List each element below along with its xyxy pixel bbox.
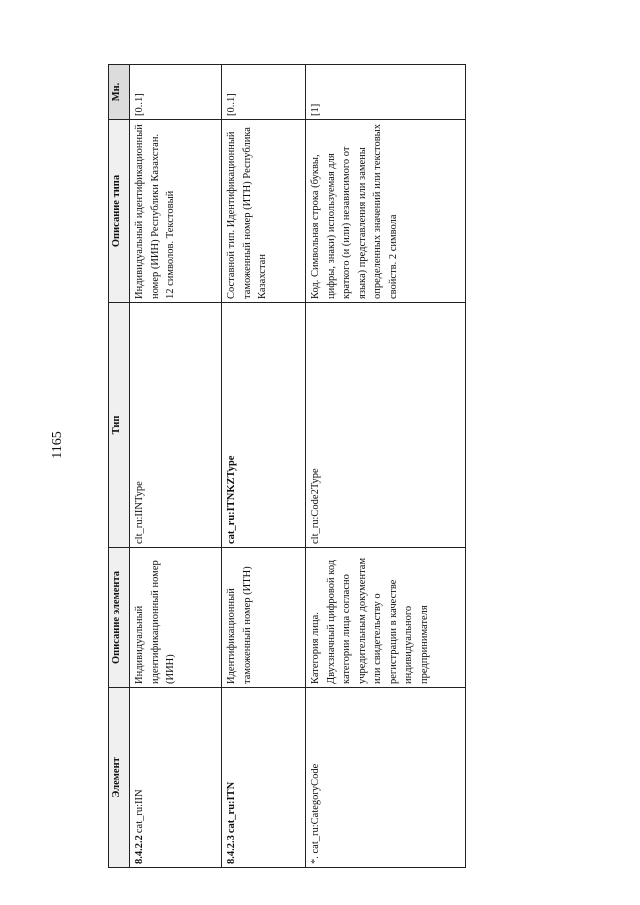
header-element-description: Описание элемента bbox=[109, 548, 130, 688]
element-name: cat_ru:ITN bbox=[226, 781, 237, 834]
element-name: cat_ru:IIN bbox=[134, 789, 145, 834]
type-description-cell: Составной тип. Идентификационный таможенный номер (ИТН) Республика Казахстан bbox=[222, 120, 306, 303]
header-element: Элемент bbox=[109, 688, 130, 868]
element-cell bbox=[222, 688, 306, 868]
multiplicity-cell: [0..1] bbox=[222, 65, 306, 120]
page-number: 1165 bbox=[50, 431, 65, 459]
header-multiplicity: Мн. bbox=[109, 65, 130, 120]
type-cell: clt_ru:Code2Type bbox=[306, 303, 466, 548]
multiplicity-cell: [0..1] bbox=[130, 65, 222, 120]
element-cell bbox=[130, 688, 222, 868]
multiplicity-cell: [1] bbox=[306, 65, 466, 120]
type-description-cell: Индивидуальный идентификационный номер (ИИН) Республики Казахстан. 12 символов. Текстовый bbox=[130, 120, 222, 303]
element-name: cat_ru:CategoryCode bbox=[310, 763, 321, 854]
element-number: 8.4.2.2 bbox=[134, 835, 145, 864]
table-header-row bbox=[109, 65, 130, 868]
header-type: Тип bbox=[109, 303, 130, 548]
element-description-cell: Индивидуальный идентификационный номер (ИИН) bbox=[130, 548, 222, 688]
element-table bbox=[108, 64, 466, 868]
element-description-cell: Идентификационный таможенный номер (ИТН) bbox=[222, 548, 306, 688]
table-row bbox=[306, 65, 466, 868]
type-description-cell: Код. Символьная строка (буквы, цифры, знаки) используемая для краткого (и (или) независимого от языка) представления или замены определенных значений или текстовых свойств. 2 символа bbox=[306, 120, 466, 303]
header-type-description: Описание типа bbox=[109, 120, 130, 303]
element-number: *. bbox=[310, 856, 321, 864]
element-number: 8.4.2.3 bbox=[226, 835, 237, 864]
type-cell: clt_ru:IINType bbox=[130, 303, 222, 548]
element-description-cell: Категория лица. Двухзначный цифровой код категории лица согласно учредительным документам или свидетельству о регистрации в качестве индивидуального предпринимателя bbox=[306, 548, 466, 688]
type-cell: cat_ru:ITNKZType bbox=[222, 303, 306, 548]
element-cell bbox=[306, 688, 466, 868]
element-table-container bbox=[108, 65, 628, 868]
table-row bbox=[222, 65, 306, 868]
table-row bbox=[130, 65, 222, 868]
